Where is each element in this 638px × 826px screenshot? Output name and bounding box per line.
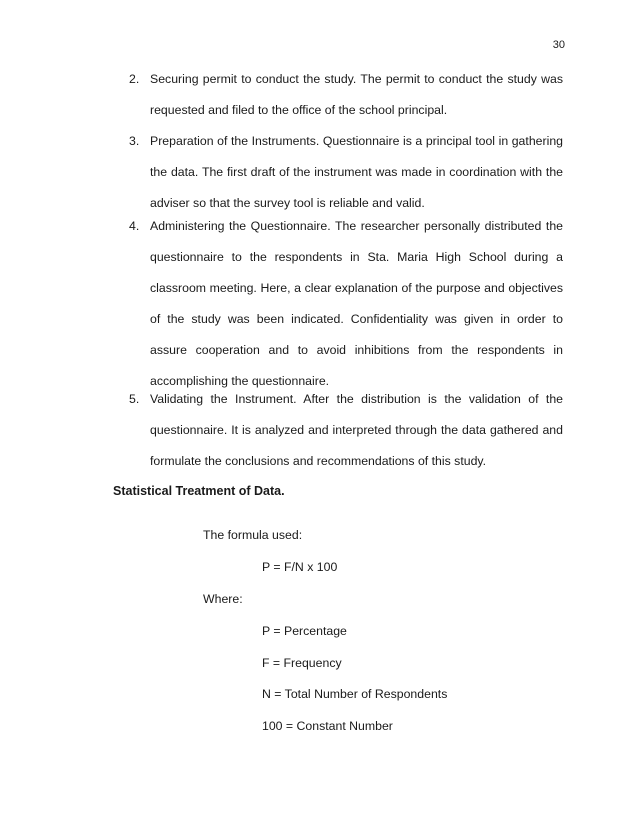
list-item-text: Validating the Instrument. After the distribution is the validation of the questionnaire. It is analyzed and interpreted through the data gathered and formulate the conclusions and recommendations of this study. bbox=[150, 392, 563, 468]
definition-total-respondents: N = Total Number of Respondents bbox=[262, 687, 448, 701]
definition-constant: 100 = Constant Number bbox=[262, 719, 393, 733]
definition-frequency: F = Frequency bbox=[262, 656, 342, 670]
definition-percentage: P = Percentage bbox=[262, 624, 347, 638]
list-item-text: Securing permit to conduct the study. The permit to conduct the study was requested and filed to the office of the school principal. bbox=[150, 72, 563, 117]
where-label: Where: bbox=[203, 592, 243, 606]
list-item-5 bbox=[129, 384, 563, 477]
list-item-number: 2. bbox=[129, 72, 140, 86]
formula: P = F/N x 100 bbox=[262, 560, 338, 574]
list-item-number: 3. bbox=[129, 134, 140, 148]
list-item-text: Administering the Questionnaire. The researcher personally distributed the questionnaire to the respondents in Sta. Maria High School during a classroom meeting. Here, a clear explanation of the purpose and objectives of the study was been indicated. Confidentiality was given in order to assure cooperation and to avoid inhibitions from the respondents in accomplishing the questionnaire. bbox=[150, 219, 563, 388]
section-heading: Statistical Treatment of Data. bbox=[113, 484, 285, 498]
list-item-text: Preparation of the Instruments. Questionnaire is a principal tool in gathering the data. The first draft of the instrument was made in coordination with the adviser so that the survey tool is reliable and valid. bbox=[150, 134, 563, 210]
list-item-number: 4. bbox=[129, 219, 140, 233]
list-item-3 bbox=[129, 126, 563, 219]
list-item-2 bbox=[129, 64, 563, 126]
list-item-4 bbox=[129, 211, 563, 397]
page-number: 30 bbox=[552, 39, 565, 51]
list-item-number: 5. bbox=[129, 392, 140, 406]
formula-intro: The formula used: bbox=[203, 528, 303, 542]
